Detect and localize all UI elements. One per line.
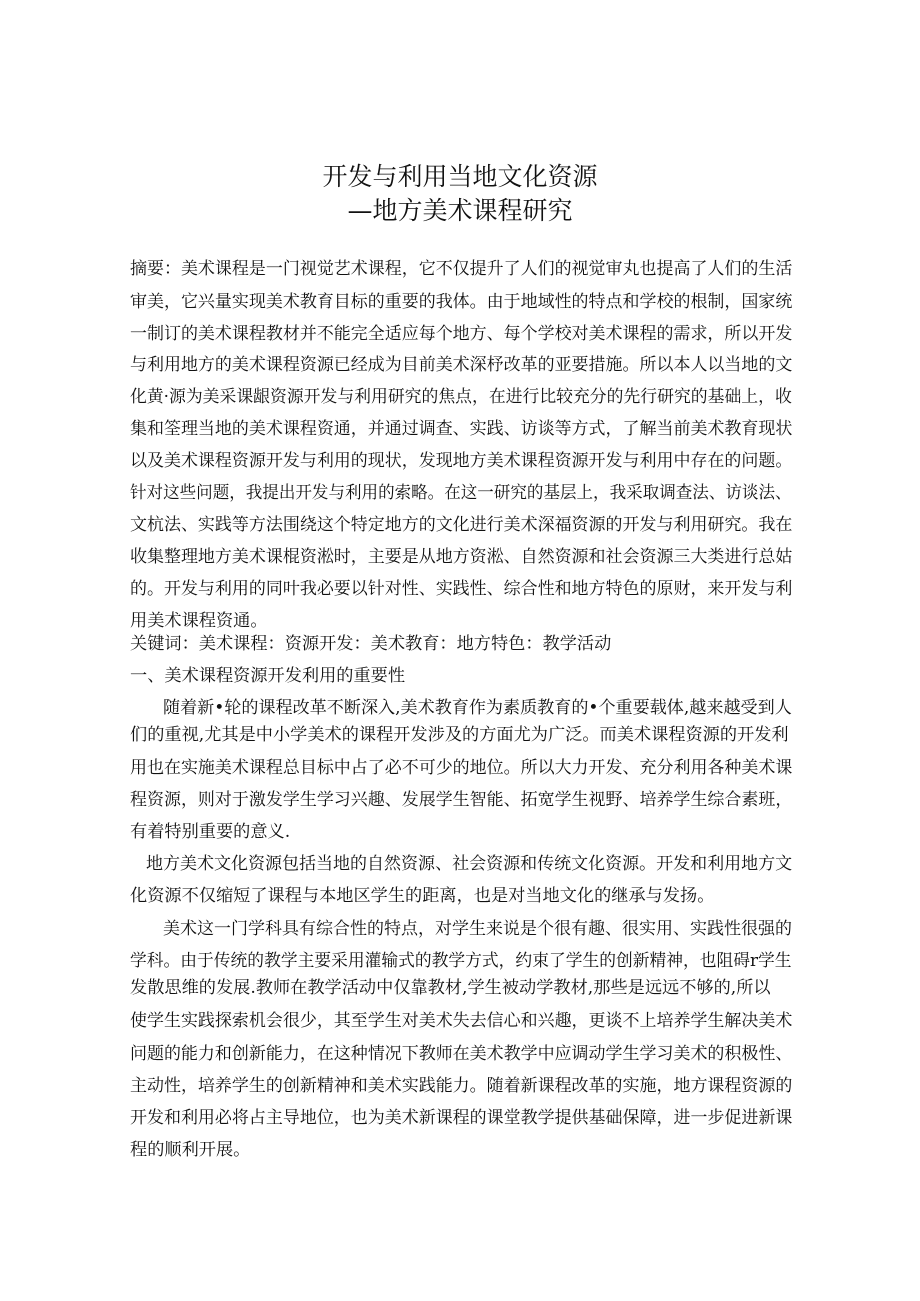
body-line: 程的顺利开展。 bbox=[130, 1140, 251, 1160]
abstract-line: 一制订的美术课程教材并不能完全适应每个地方、每个学校对美术课程的需求，所以开发 bbox=[130, 324, 793, 344]
body-line: 主动性，培养学生的创新精神和美术实践能力。随着新课程改革的实施，地方课程资源的 bbox=[130, 1076, 793, 1096]
body-line: 问题的能力和创新能力，在这种情况下教师在美术教学中应调动学生学习美术的积极性、 bbox=[130, 1044, 793, 1064]
body-line: 学科。由于传统的教学主要采用灌输式的教学方式，约束了学生的创新精神，也阻碍r学生 bbox=[130, 951, 792, 971]
body-line: 程资源，则对于激发学生学习兴趣、发展学生智能、拓宽学生视野、培养学生综合素班， bbox=[130, 790, 793, 810]
abstract-line: 针对这些问题，我提出开发与利用的索略。在这一研究的基层上，我采取调查法、访谈法、 bbox=[130, 483, 792, 503]
body-line: 随着新•轮的课程改革不断深入,美术教育作为素质教育的•个重要载体,越来越受到人 bbox=[163, 698, 792, 718]
abstract-line: 摘要：美术课程是一门视觉艺术课程，它不仅提升了人们的视觉审丸也提高了人们的生活 bbox=[130, 259, 793, 279]
body-line: 开发和利用必将占主导地位，也为美术新课程的课堂教学提供基础保障，进一步促进新课 bbox=[130, 1108, 793, 1128]
abstract-line: 用美术课程资通。 bbox=[130, 611, 268, 631]
body-line: 使学生实践探索机会很少，其至学生对美术失去信心和兴趣，更谈不上培养学生解决美术 bbox=[130, 1011, 793, 1031]
title-line-2: —地方美术课程研究 bbox=[347, 196, 573, 225]
body-line: 地方美术文化资源包括当地的自然资源、社会资源和传统文化资源。开发和利用地方文 bbox=[146, 854, 793, 874]
body-line: 们的重视,尤其是中小学美术的课程开发涉及的方面尤为广泛。而美术课程资源的开发利 bbox=[130, 725, 789, 745]
abstract-line: 与利用地方的美术课程资源已经成为目前美术深杼改革的亚要措施。所以本人以当地的文 bbox=[130, 355, 793, 375]
abstract-line: 收集整理地方美术课棍资淞时，主要是从地方资淞、自然资源和社会资源三大类进行总姑 bbox=[130, 547, 793, 567]
body-line: 有着特别重要的意义. bbox=[130, 822, 291, 842]
body-line: 发散思维的发展.教师在教学活动中仅靠教材,学生被动学教材,那些是远远不够的,所以 bbox=[130, 978, 771, 998]
abstract-line: 审美，它兴量实现美术教育目标的重要的我体。由于地域性的特点和学校的根制，国家统 bbox=[130, 292, 793, 312]
abstract-line: 文杭法、实践等方法围绕这个特定地方的文化进行美术深福资源的开发与利用研究。我在 bbox=[130, 515, 793, 535]
body-line: 美术这一门学科具有综合性的特点，对学生来说是个很有趣、很实用、实践性很强的 bbox=[163, 919, 792, 939]
keywords-line: 关键词：美术课程：资源开发：美术教育：地方特色：教学活动 bbox=[130, 634, 612, 654]
abstract-line: 化黄·源为美采课龈资源开发与利用研究的焦点，在进行比较充分的先行研究的基础上，收 bbox=[130, 387, 792, 407]
title-line-1: 开发与利用当地文化资源 bbox=[322, 162, 598, 191]
body-line: 用也在实施美术课程总目标中占了必不可少的地位。所以大力开发、充分利用各种美术课 bbox=[130, 758, 793, 778]
body-line: 化资源不仅缩短了课程与本地区学生的距离，也是对当地文化的继承与发扬。 bbox=[130, 886, 715, 906]
abstract-line: 集和筌理当地的美术课程资通，并通过调查、实践、访谈等方式，了解当前美术教育现状 bbox=[130, 419, 793, 439]
abstract-line: 以及美术课程资源开发与利用的现状，发现地方美术课程资源开发与利用中存在的问题。 bbox=[130, 451, 793, 471]
abstract-line: 的。开发与利用的同叶我必要以针对性、实践性、综合性和地方特色的原财，来开发与利 bbox=[130, 579, 793, 599]
section-heading: 一、美术课程资源开发利用的重要性 bbox=[130, 666, 406, 686]
